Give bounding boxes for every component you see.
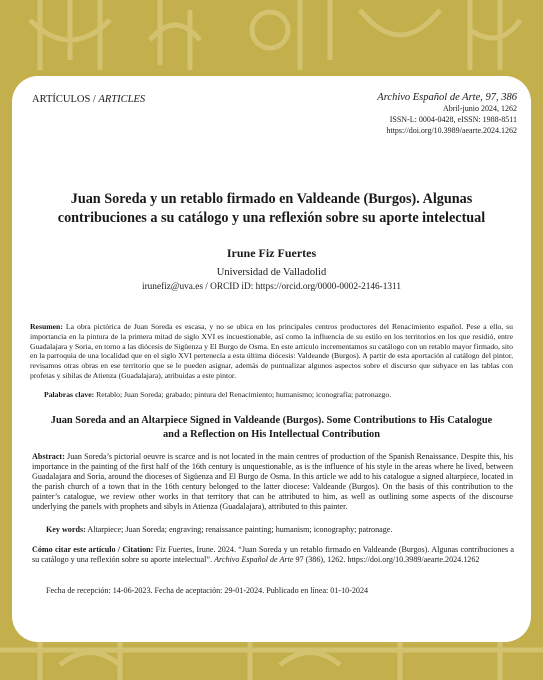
article-title: Juan Soreda y un retablo firmado en Valdeande (Burgos). Algunas contribuciones a su catálogo y una reflexión sobre su aporte intelectual [57,191,486,226]
publication-dates: Fecha de recepción: 14-06-2023. Fecha de aceptación: 29-01-2024. Publicado en línea: 01-10-2024 [46,586,369,595]
article-card [12,76,531,642]
section-label: ARTÍCULOS / ARTICLES [32,94,146,105]
author-affiliation: Universidad de Valladolid [216,267,327,278]
english-keywords: Key words: Altarpiece; Juan Soreda; engraving; renaissance painting; humanism; iconography; patronage. [46,525,393,534]
spanish-abstract: Resumen: La obra pictórica de Juan Soreda es escasa, y no se ubica en los principales centros productores del Renacimiento español. Pese a ello, su importancia en la pintura de la primera mitad de siglo XVI es incuestionable, así como la influencia de su estilo en los territorios en los que residió, entre Guadalajara y Soria, en torno a las diócesis de Sigüenza y El Burgo de Osma. En este artículo incrementamos su catálogo con un retablo mayor firmado, sito en la parroquia de una localidad que en el siglo XVI pertenecía a esta última diócesis: Valdeande (Burgos). A partir de esta aportación al catálogo del pintor, revisamos otras obras en ese territorio que se le pueden asignar, además de puntualizar algunos aspectos sobre el discurso que subyace en las tablas con profetas y sibilas de Atienza (Guadalajara), atribuidas a este pintor. [30,322,514,380]
spanish-keywords: Palabras clave: Retablo; Juan Soreda; grabado; pintura del Renacimiento; humanismo; iconografía; patronazgo. [44,390,392,399]
author-name: Irune Fiz Fuertes [226,246,317,260]
issn-line: ISSN-L: 0004-0428, eISSN: 1988-8511 [389,115,517,124]
author-contact[interactable]: irunefiz@uva.es / ORCID iD: https://orcid.org/0000-0002-2146-1311 [141,282,402,292]
issue-line: Abril-junio 2024, 1262 [443,104,517,113]
journal-meta [377,92,517,136]
english-abstract: Abstract: Juan Soreda’s pictorial oeuvre is scarce and is not located in the main centres of production of the Spanish Renaissance. Despite this, his importance in the painting of the first half of the 16th century is unquestionable, as is the influence of his style in the areas where he lived, between Guadalajara and Soria, around the dioceses of Sigüenza and El Burgo de Osma. In this article we add to his catalogue a signed altarpiece, located in the parish church of a town that in the 16th century belonged to the latter diocese: Valdeande (Burgos). On the basis of this contribution to the painter’s catalogue, we review other works in that territory that can be attributed to him, as well as outlining some aspects of the discourse underlying the panels with prophets and sibyls in Atienza (Guadalajara), attributed to this painter. [32,452,513,511]
citation: Cómo citar este artículo / Citation: Fiz Fuertes, Irune. 2024. “Juan Soreda y un retablo firmado en Valdeande (Burgos). Algunas contribuciones a su catálogo y una reflexión sobre su aporte intelectual”. Archivo Español de Arte 97 (386), 1262. https://doi.org/10.3989/aearte.2024.1262 [32,545,514,565]
english-title: Juan Soreda and an Altarpiece Signed in Valdeande (Burgos). Some Contributions to His Catalogue and a Reflection on His Intellectual Contribution [50,415,493,440]
journal-line: Archivo Español de Arte, 97, 386 [377,92,517,103]
doi-link[interactable]: https://doi.org/10.3989/aearte.2024.1262 [386,126,517,135]
